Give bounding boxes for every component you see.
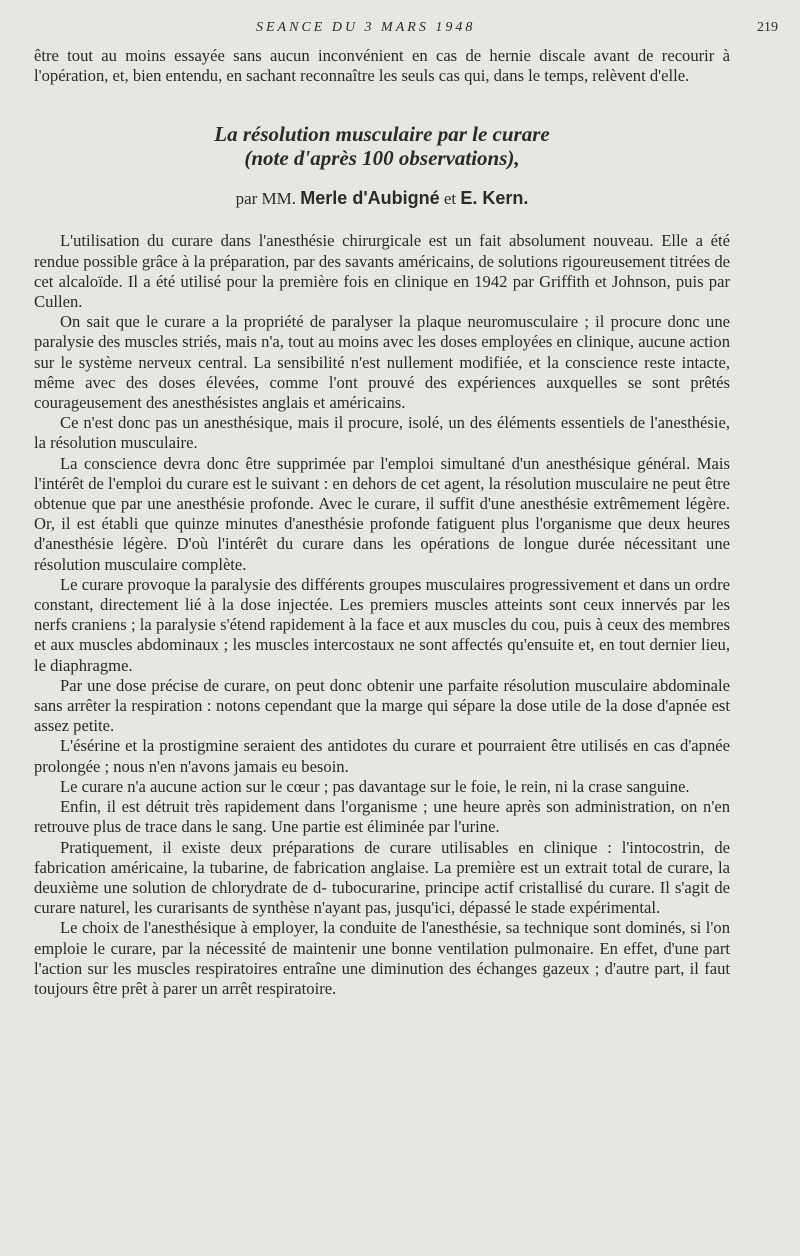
body-paragraph: Ce n'est donc pas un anesthésique, mais il procure, isolé, un des éléments essentiels de l'anesthésie, la résolution musculaire. bbox=[34, 413, 730, 453]
body-paragraph: La conscience devra donc être supprimée par l'emploi simultané d'un anesthésique général. Mais l'intérêt de l'emploi du curare est le suivant : en dehors de cet agent, la résolution musculaire ne peut être obtenue que par une anesthésie profonde. Avec le curare, il suffit d'une anesthésie extrêmement légère. Or, il est établi que quinze minutes d'anesthésie profonde fatiguent plus l'organisme que deux heures d'anesthésie légère. D'où l'intérêt du curare dans les opérations de longue durée nécessitant une résolution musculaire complète. bbox=[34, 453, 730, 574]
body-paragraph: L'ésérine et la prostigmine seraient des antidotes du curare et pourraient être utilisés en cas d'apnée prolongée ; nous n'en n'avons jamais eu besoin. bbox=[34, 736, 730, 776]
article-title-line-1: La résolution musculaire par le curare bbox=[214, 122, 550, 147]
body-paragraph: Par une dose précise de curare, on peut donc obtenir une parfaite résolution musculaire abdominale sans arrêter la respiration : notons cependant que la marge qui sépare la dose utile de la dose d'apnée est assez petite. bbox=[34, 675, 730, 736]
body-paragraph: On sait que le curare a la propriété de paralyser la plaque neuromusculaire ; il procure donc une paralysie des muscles striés, mais n'a, tout au moins avec les doses employées en clinique, aucune action sur le système nerveux central. La sensibilité n'est nullement modifiée, et la conscience reste intacte, même avec des doses élevées, comme l'ont prouvé des expériences auxquelles se sont prêtés courageusement des anesthésistes anglais et américains. bbox=[34, 312, 730, 413]
article-authors bbox=[34, 188, 730, 209]
author-1: Merle d'Aubigné bbox=[300, 188, 440, 209]
running-header bbox=[256, 20, 778, 36]
intro-paragraph: être tout au moins essayée sans aucun inconvénient en cas de hernie discale avant de recourir à l'opération, et, bien entendu, en sachant reconnaître les seuls cas qui, dans le temps, relèvent d'elle. bbox=[34, 46, 730, 86]
author-2: E. Kern. bbox=[460, 188, 529, 209]
authors-conjunction: et bbox=[443, 189, 457, 209]
article-body bbox=[34, 231, 730, 999]
body-paragraph: Le choix de l'anesthésique à employer, la conduite de l'anesthésie, sa technique sont dominés, si l'on emploie le curare, par la nécessité de maintenir une bonne ventilation pulmonaire. En effet, d'une part l'action sur les muscles respiratoires entraîne une diminution des échanges gazeux ; d'autre part, il faut toujours être prêt à parer un arrêt respiratoire. bbox=[34, 918, 730, 998]
body-paragraph: Pratiquement, il existe deux préparations de curare utilisables en clinique : l'intocostrin, de fabrication américaine, la tubarine, de fabrication anglaise. La première est un extrait total de curare, la deuxième une solution de chlorydrate de d- tubocurarine, principe actif cristallisé du curare. Il s'agit de curare naturel, les curarisants de synthèse n'ayant pas, jusqu'ici, dépassé le stade expérimental. bbox=[34, 837, 730, 918]
article-title-line-2: (note d'après 100 observations), bbox=[244, 146, 520, 171]
article-title bbox=[34, 122, 730, 170]
body-paragraph: Le curare n'a aucune action sur le cœur ; pas davantage sur le foie, le rein, ni la crase sanguine. bbox=[60, 776, 690, 796]
body-paragraph: Le curare provoque la paralysie des différents groupes musculaires progressivement et dans un ordre constant, directement lié à la dose injectée. Les premiers muscles atteints sont ceux innervés par les nerfs craniens ; la paralysie s'étend rapidement à la face et aux muscles du cou, puis à ceux des membres et aux muscles abdominaux ; les muscles intercostaux ne sont affectés qu'ensuite et, en tout dernier lieu, le diaphragme. bbox=[34, 574, 730, 675]
running-title: SEANCE DU 3 MARS 1948 bbox=[256, 20, 476, 35]
authors-prefix: par MM. bbox=[235, 189, 297, 209]
body-paragraph: Enfin, il est détruit très rapidement dans l'organisme ; une heure après son administration, on n'en retrouve plus de trace dans le sang. Une partie est éliminée par l'urine. bbox=[34, 797, 730, 837]
page-number: 219 bbox=[757, 20, 778, 35]
body-paragraph: L'utilisation du curare dans l'anesthésie chirurgicale est un fait absolument nouveau. Elle a été rendue possible grâce à la préparation, par des savants américains, de solutions rigoureusement titrées de cet alcaloïde. Il a été utilisé pour la première fois en clinique en 1942 par Griffith et Johnson, puis par Cullen. bbox=[34, 231, 730, 312]
